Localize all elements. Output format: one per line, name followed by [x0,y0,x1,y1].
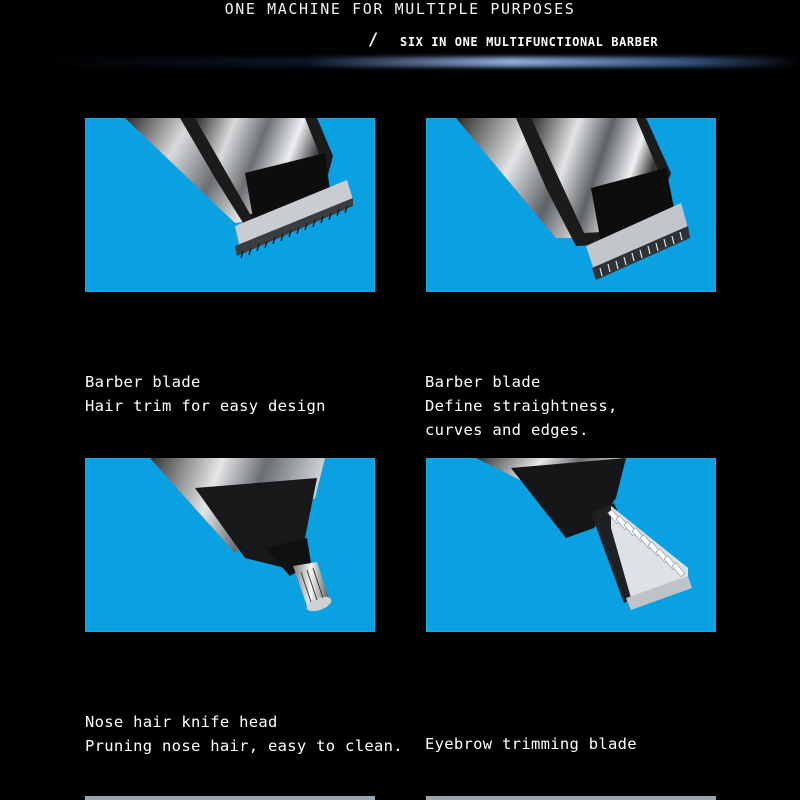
feature-description-3: Pruning nose hair, easy to clean. [85,737,403,755]
nose-trimmer-icon [85,458,375,632]
feature-image-barber-blade-1 [85,118,375,292]
slash-divider: / [368,30,379,50]
feature-title-2: Barber blade [425,373,541,391]
next-panel-edge-left [85,796,375,800]
page-subtitle: SIX IN ONE MULTIFUNCTIONAL BARBER [400,35,659,49]
feature-image-barber-blade-2 [426,118,716,292]
light-streak [40,57,800,67]
clipper-t-blade-icon [85,118,375,292]
feature-image-nose-trimmer [85,458,375,632]
feature-description-1: Hair trim for easy design [85,397,326,415]
eyebrow-trimmer-icon [426,458,716,632]
feature-title-3: Nose hair knife head [85,713,278,731]
feature-image-eyebrow-trimmer [426,458,716,632]
feature-title-4: Eyebrow trimming blade [425,735,637,753]
next-panel-edge-right [426,796,716,800]
clipper-wide-blade-icon [426,118,716,292]
feature-description-2: Define straightness, curves and edges. [425,397,618,439]
feature-title-1: Barber blade [85,373,201,391]
page-title: ONE MACHINE FOR MULTIPLE PURPOSES [224,0,576,18]
